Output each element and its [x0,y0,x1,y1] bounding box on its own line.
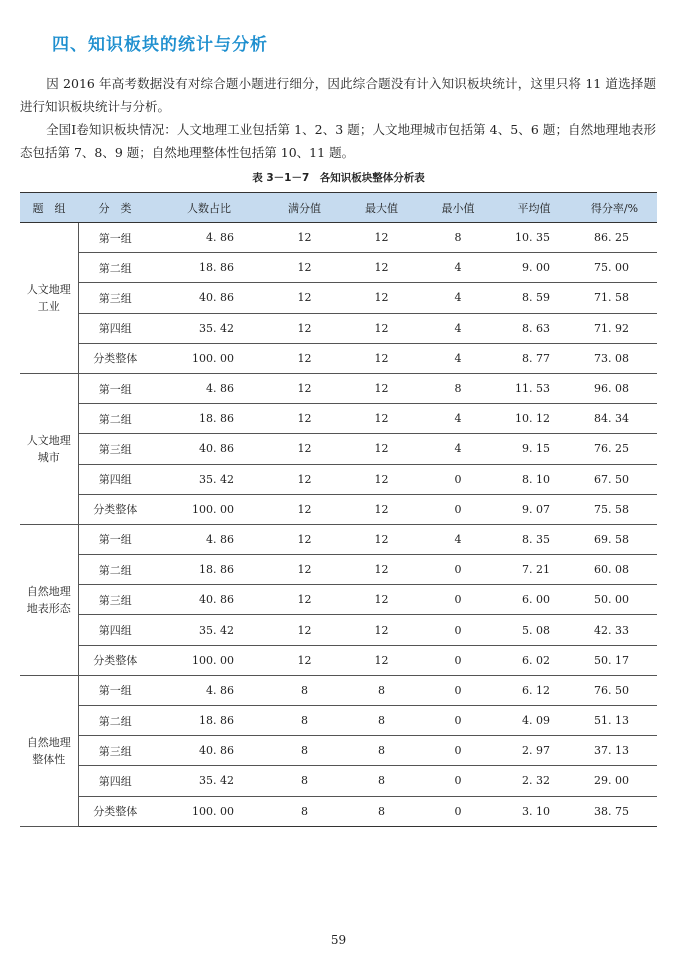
cell-average: 6. 12 [496,675,572,705]
cell-average: 6. 02 [496,645,572,675]
cell-max: 8 [343,675,420,705]
cell-min: 4 [420,313,496,343]
cell-average: 6. 00 [496,585,572,615]
cell-average: 8. 10 [496,464,572,494]
header-max: 最大值 [343,193,420,223]
cell-score-rate: 69. 58 [572,524,657,554]
cell-average: 5. 08 [496,615,572,645]
cell-category: 第一组 [78,223,152,253]
group-name-line1: 自然地理 [26,735,71,749]
cell-max: 12 [343,645,420,675]
paragraph-knowledge-blocks-text: 全国Ⅰ卷知识板块情况：人文地理工业包括第 1、2、3 题；人文地理城市包括第 4、5、6 题；自然地理地表形态包括第 7、8、9 题；自然地理整体性包括第 10、11 题。 [20,122,656,160]
cell-proportion: 100. 00 [152,645,266,675]
cell-category: 分类整体 [78,343,152,373]
cell-min: 0 [420,585,496,615]
header-min: 最小值 [420,193,496,223]
table-row [20,615,657,645]
cell-full-score: 12 [266,373,343,403]
cell-proportion: 40. 86 [152,585,266,615]
table-row [20,373,657,403]
cell-category: 第四组 [78,464,152,494]
cell-score-rate: 42. 33 [572,615,657,645]
cell-average: 7. 21 [496,555,572,585]
cell-category: 第二组 [78,555,152,585]
table-row [20,494,657,524]
cell-score-rate: 50. 17 [572,645,657,675]
table-row [20,706,657,736]
knowledge-block-table [20,192,657,827]
table-body [20,223,657,827]
cell-min: 4 [420,404,496,434]
cell-score-rate: 38. 75 [572,796,657,826]
table-row [20,736,657,766]
table-row [20,253,657,283]
header-full-score: 满分值 [266,193,343,223]
group-name-line2: 地表形态 [26,601,71,615]
cell-score-rate: 51. 13 [572,706,657,736]
cell-min: 8 [420,373,496,403]
cell-max: 12 [343,404,420,434]
cell-min: 0 [420,675,496,705]
cell-proportion: 18. 86 [152,706,266,736]
paragraph-knowledge-blocks [20,118,656,164]
cell-score-rate: 75. 00 [572,253,657,283]
paragraph-intro-text: 因 2016 年高考数据没有对综合题小题进行细分，因此综合题没有计入知识板块统计，这里只将 11 道选择题进行知识板块统计与分析。 [20,76,656,114]
group-name-line1: 人文地理 [26,433,71,447]
cell-average: 2. 32 [496,766,572,796]
header-score-rate: 得分率/% [572,193,657,223]
cell-proportion: 40. 86 [152,736,266,766]
cell-min: 0 [420,464,496,494]
table-row [20,555,657,585]
cell-full-score: 12 [266,283,343,313]
cell-category: 第四组 [78,615,152,645]
cell-proportion: 18. 86 [152,555,266,585]
cell-max: 8 [343,766,420,796]
section-heading: 四、知识板块的统计与分析 [52,35,268,55]
cell-average: 2. 97 [496,736,572,766]
cell-proportion: 4. 86 [152,373,266,403]
cell-score-rate: 84. 34 [572,404,657,434]
cell-min: 0 [420,736,496,766]
cell-category: 分类整体 [78,645,152,675]
cell-max: 12 [343,253,420,283]
cell-score-rate: 96. 08 [572,373,657,403]
table-row [20,223,657,253]
cell-full-score: 12 [266,524,343,554]
cell-max: 12 [343,615,420,645]
cell-min: 0 [420,555,496,585]
cell-max: 8 [343,796,420,826]
cell-category: 第四组 [78,313,152,343]
group-name-line1: 自然地理 [26,584,71,598]
cell-score-rate: 86. 25 [572,223,657,253]
cell-proportion: 35. 42 [152,615,266,645]
page-number: 59 [330,933,347,947]
table-row [20,404,657,434]
cell-min: 4 [420,343,496,373]
cell-category: 分类整体 [78,796,152,826]
cell-full-score: 8 [266,766,343,796]
cell-score-rate: 29. 00 [572,766,657,796]
table-row [20,343,657,373]
table-row [20,585,657,615]
cell-max: 8 [343,706,420,736]
cell-min: 4 [420,283,496,313]
cell-proportion: 35. 42 [152,766,266,796]
cell-proportion: 4. 86 [152,524,266,554]
cell-max: 12 [343,223,420,253]
cell-average: 8. 35 [496,524,572,554]
cell-full-score: 12 [266,404,343,434]
cell-average: 8. 77 [496,343,572,373]
group-name-line2: 整体性 [32,752,66,766]
header-average: 平均值 [496,193,572,223]
cell-category: 第一组 [78,675,152,705]
cell-max: 12 [343,313,420,343]
cell-min: 0 [420,706,496,736]
cell-max: 12 [343,524,420,554]
cell-category: 第二组 [78,706,152,736]
cell-category: 第二组 [78,253,152,283]
table-row [20,645,657,675]
cell-group-name [20,675,78,826]
cell-average: 8. 59 [496,283,572,313]
cell-score-rate: 76. 25 [572,434,657,464]
cell-proportion: 100. 00 [152,796,266,826]
header-group: 题 组 [20,193,78,223]
cell-full-score: 12 [266,223,343,253]
cell-min: 8 [420,223,496,253]
cell-min: 0 [420,645,496,675]
cell-group-name [20,223,78,374]
cell-full-score: 12 [266,464,343,494]
cell-average: 3. 10 [496,796,572,826]
cell-full-score: 12 [266,585,343,615]
cell-proportion: 40. 86 [152,434,266,464]
cell-score-rate: 37. 13 [572,736,657,766]
cell-score-rate: 75. 58 [572,494,657,524]
cell-category: 第三组 [78,585,152,615]
cell-max: 12 [343,373,420,403]
cell-proportion: 4. 86 [152,223,266,253]
cell-category: 分类整体 [78,494,152,524]
cell-average: 10. 12 [496,404,572,434]
cell-full-score: 8 [266,736,343,766]
cell-proportion: 35. 42 [152,313,266,343]
cell-full-score: 8 [266,675,343,705]
cell-category: 第一组 [78,373,152,403]
table-row [20,313,657,343]
cell-full-score: 12 [266,434,343,464]
table-row [20,524,657,554]
cell-full-score: 12 [266,313,343,343]
cell-min: 0 [420,494,496,524]
header-category: 分 类 [78,193,152,223]
table-row [20,796,657,826]
cell-max: 12 [343,585,420,615]
cell-category: 第三组 [78,736,152,766]
table-row [20,283,657,313]
cell-full-score: 12 [266,343,343,373]
cell-max: 12 [343,464,420,494]
cell-average: 8. 63 [496,313,572,343]
cell-max: 12 [343,555,420,585]
cell-min: 4 [420,253,496,283]
group-name-line2: 城市 [37,450,60,464]
paragraph-intro [20,72,656,118]
cell-category: 第三组 [78,283,152,313]
cell-min: 0 [420,766,496,796]
cell-score-rate: 50. 00 [572,585,657,615]
cell-full-score: 8 [266,706,343,736]
table-row [20,675,657,705]
cell-score-rate: 60. 08 [572,555,657,585]
cell-proportion: 100. 00 [152,494,266,524]
cell-category: 第一组 [78,524,152,554]
cell-score-rate: 67. 50 [572,464,657,494]
cell-average: 10. 35 [496,223,572,253]
cell-average: 4. 09 [496,706,572,736]
table-header-row [20,193,657,223]
cell-score-rate: 73. 08 [572,343,657,373]
group-name-line1: 人文地理 [26,282,71,296]
table-row [20,464,657,494]
cell-max: 12 [343,343,420,373]
cell-group-name [20,524,78,675]
cell-average: 9. 15 [496,434,572,464]
cell-min: 0 [420,615,496,645]
cell-full-score: 12 [266,645,343,675]
cell-min: 0 [420,796,496,826]
cell-full-score: 12 [266,615,343,645]
cell-category: 第三组 [78,434,152,464]
cell-category: 第四组 [78,766,152,796]
table-row [20,434,657,464]
cell-score-rate: 71. 92 [572,313,657,343]
cell-score-rate: 71. 58 [572,283,657,313]
cell-full-score: 12 [266,494,343,524]
table-row [20,766,657,796]
cell-max: 12 [343,283,420,313]
cell-proportion: 100. 00 [152,343,266,373]
cell-max: 12 [343,434,420,464]
cell-full-score: 12 [266,555,343,585]
cell-full-score: 12 [266,253,343,283]
cell-average: 9. 07 [496,494,572,524]
cell-average: 11. 53 [496,373,572,403]
cell-proportion: 4. 86 [152,675,266,705]
cell-proportion: 18. 86 [152,253,266,283]
cell-min: 4 [420,524,496,554]
cell-proportion: 35. 42 [152,464,266,494]
cell-full-score: 8 [266,796,343,826]
cell-average: 9. 00 [496,253,572,283]
cell-category: 第二组 [78,404,152,434]
header-proportion: 人数占比 [152,193,266,223]
cell-score-rate: 76. 50 [572,675,657,705]
cell-min: 4 [420,434,496,464]
cell-proportion: 18. 86 [152,404,266,434]
cell-max: 12 [343,494,420,524]
cell-max: 8 [343,736,420,766]
group-name-line2: 工业 [37,299,60,313]
cell-proportion: 40. 86 [152,283,266,313]
table-caption: 表 3－1－7 各知识板块整体分析表 [252,172,425,184]
cell-group-name [20,373,78,524]
